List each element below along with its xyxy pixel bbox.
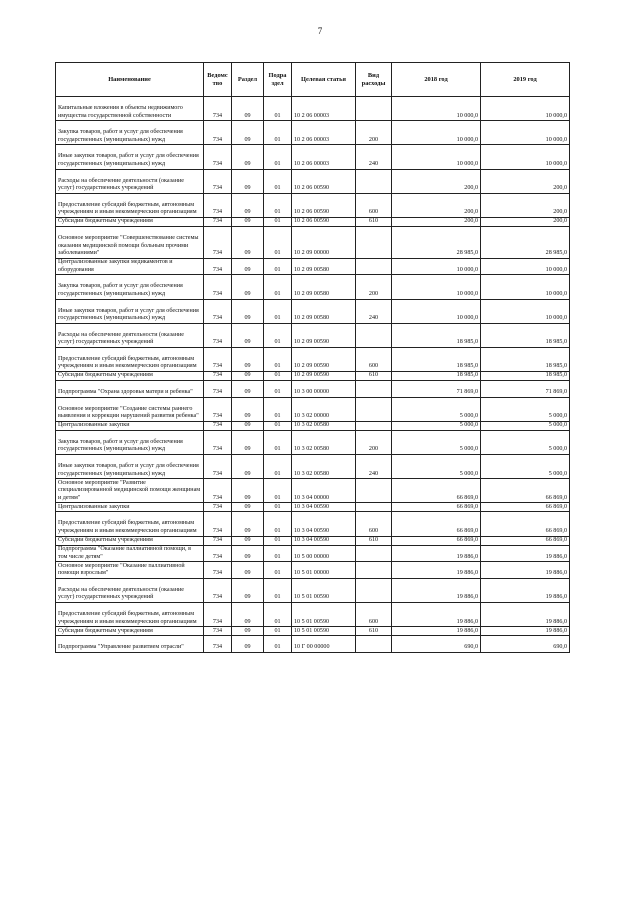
cell-vedomstvo: 734	[204, 627, 232, 636]
cell-target: 10 2 09 00000	[292, 226, 356, 258]
cell-y2019: 18 985,0	[481, 372, 570, 381]
cell-y2019: 19 886,0	[481, 562, 570, 579]
table-row	[56, 627, 570, 636]
table-row	[56, 323, 570, 347]
table-row	[56, 397, 570, 421]
table-row	[56, 217, 570, 226]
cell-vedomstvo: 734	[204, 121, 232, 145]
cell-vid	[356, 636, 392, 653]
cell-y2018: 19 886,0	[392, 578, 481, 602]
cell-vedomstvo: 734	[204, 455, 232, 479]
cell-vedomstvo: 734	[204, 381, 232, 398]
cell-vid	[356, 578, 392, 602]
cell-vid: 200	[356, 430, 392, 454]
page-number: 7	[317, 26, 323, 36]
cell-name: Иные закупки товаров, работ и услуг для обеспечения государственных (муниципальных) нужд	[56, 455, 204, 479]
cell-y2018: 19 886,0	[392, 627, 481, 636]
cell-y2018: 10 000,0	[392, 97, 481, 121]
cell-y2019: 66 869,0	[481, 536, 570, 545]
header-y2019: 2019 год	[481, 63, 570, 97]
cell-vid: 240	[356, 299, 392, 323]
cell-razdel: 09	[232, 275, 264, 299]
cell-vedomstvo: 734	[204, 636, 232, 653]
cell-target: 10 5 01 00590	[292, 578, 356, 602]
cell-podrazdel: 01	[264, 217, 292, 226]
cell-y2019: 18 985,0	[481, 347, 570, 371]
cell-y2018: 19 886,0	[392, 562, 481, 579]
cell-razdel: 09	[232, 169, 264, 193]
table-row	[56, 479, 570, 503]
cell-name: Предоставление субсидий бюджетным, автономным учреждениям и иным некоммерческим организациям	[56, 512, 204, 536]
cell-name: Подпрограмма "Охрана здоровья матери и ребенка"	[56, 381, 204, 398]
cell-vedomstvo: 734	[204, 97, 232, 121]
cell-vedomstvo: 734	[204, 275, 232, 299]
table-row	[56, 562, 570, 579]
cell-razdel: 09	[232, 455, 264, 479]
cell-target: 10 3 00 00000	[292, 381, 356, 398]
cell-y2019: 19 886,0	[481, 578, 570, 602]
cell-target: 10 5 00 00000	[292, 545, 356, 562]
cell-name: Субсидии бюджетным учреждениям	[56, 372, 204, 381]
cell-name: Централизованные закупки	[56, 421, 204, 430]
cell-target: 10 3 02 00000	[292, 397, 356, 421]
cell-y2019: 19 886,0	[481, 627, 570, 636]
table-row	[56, 545, 570, 562]
cell-razdel: 09	[232, 562, 264, 579]
cell-target: 10 2 09 00580	[292, 258, 356, 275]
cell-podrazdel: 01	[264, 193, 292, 217]
cell-vedomstvo: 734	[204, 372, 232, 381]
table-row	[56, 503, 570, 512]
table-row	[56, 193, 570, 217]
cell-y2018: 5 000,0	[392, 421, 481, 430]
table-row	[56, 430, 570, 454]
cell-razdel: 09	[232, 627, 264, 636]
cell-target: 10 2 06 00003	[292, 121, 356, 145]
cell-vid	[356, 323, 392, 347]
cell-vedomstvo: 734	[204, 512, 232, 536]
cell-vid: 600	[356, 602, 392, 626]
cell-vedomstvo: 734	[204, 430, 232, 454]
cell-podrazdel: 01	[264, 421, 292, 430]
cell-vedomstvo: 734	[204, 347, 232, 371]
cell-razdel: 09	[232, 381, 264, 398]
table-row	[56, 347, 570, 371]
table-row	[56, 512, 570, 536]
cell-name: Основное мероприятие "Совершенствование системы оказания медицинской помощи больным прочими заболеваниями"	[56, 226, 204, 258]
cell-y2019: 66 869,0	[481, 479, 570, 503]
table-row	[56, 226, 570, 258]
cell-y2019: 71 869,0	[481, 381, 570, 398]
cell-podrazdel: 01	[264, 145, 292, 169]
cell-target: 10 3 04 00590	[292, 512, 356, 536]
cell-vid: 600	[356, 193, 392, 217]
cell-vid: 600	[356, 512, 392, 536]
cell-razdel: 09	[232, 397, 264, 421]
cell-target: 10 5 01 00590	[292, 602, 356, 626]
cell-y2018: 5 000,0	[392, 430, 481, 454]
cell-podrazdel: 01	[264, 455, 292, 479]
cell-name: Капитальные вложения в объекты недвижимого имущества государственной собственности	[56, 97, 204, 121]
cell-vid: 200	[356, 121, 392, 145]
cell-vid	[356, 226, 392, 258]
cell-razdel: 09	[232, 479, 264, 503]
header-name: Наименование	[56, 63, 204, 97]
cell-vid	[356, 503, 392, 512]
cell-y2018: 200,0	[392, 193, 481, 217]
cell-y2018: 18 985,0	[392, 347, 481, 371]
table-row	[56, 372, 570, 381]
cell-y2019: 690,0	[481, 636, 570, 653]
cell-vid	[356, 258, 392, 275]
cell-name: Основное мероприятие "Оказание паллиативной помощи взрослым"	[56, 562, 204, 579]
cell-target: 10 2 09 00580	[292, 275, 356, 299]
cell-podrazdel: 01	[264, 372, 292, 381]
table-row	[56, 381, 570, 398]
cell-vedomstvo: 734	[204, 503, 232, 512]
table-row	[56, 536, 570, 545]
cell-razdel: 09	[232, 430, 264, 454]
cell-podrazdel: 01	[264, 323, 292, 347]
cell-name: Предоставление субсидий бюджетным, автономным учреждениям и иным некоммерческим организациям	[56, 347, 204, 371]
cell-razdel: 09	[232, 578, 264, 602]
cell-target: 10 2 06 00003	[292, 145, 356, 169]
cell-name: Подпрограмма "Оказание паллиативной помощи, в том числе детям"	[56, 545, 204, 562]
cell-vid	[356, 421, 392, 430]
table-row	[56, 578, 570, 602]
table-row	[56, 97, 570, 121]
cell-podrazdel: 01	[264, 121, 292, 145]
cell-y2019: 5 000,0	[481, 421, 570, 430]
cell-target: 10 2 09 00590	[292, 323, 356, 347]
cell-podrazdel: 01	[264, 397, 292, 421]
cell-y2019: 5 000,0	[481, 397, 570, 421]
cell-razdel: 09	[232, 97, 264, 121]
cell-vid	[356, 169, 392, 193]
cell-name: Централизованные закупки	[56, 503, 204, 512]
cell-razdel: 09	[232, 145, 264, 169]
cell-podrazdel: 01	[264, 536, 292, 545]
cell-vid: 240	[356, 145, 392, 169]
cell-vedomstvo: 734	[204, 226, 232, 258]
cell-y2019: 5 000,0	[481, 455, 570, 479]
cell-name: Закупка товаров, работ и услуг для обеспечения государственных (муниципальных) нужд	[56, 275, 204, 299]
cell-y2018: 10 000,0	[392, 299, 481, 323]
cell-y2018: 19 886,0	[392, 545, 481, 562]
cell-razdel: 09	[232, 226, 264, 258]
cell-podrazdel: 01	[264, 430, 292, 454]
cell-y2019: 10 000,0	[481, 97, 570, 121]
budget-table	[55, 62, 570, 653]
cell-vedomstvo: 734	[204, 536, 232, 545]
cell-razdel: 09	[232, 121, 264, 145]
cell-name: Закупка товаров, работ и услуг для обеспечения государственных (муниципальных) нужд	[56, 430, 204, 454]
cell-y2018: 10 000,0	[392, 145, 481, 169]
cell-y2018: 19 886,0	[392, 602, 481, 626]
cell-y2019: 5 000,0	[481, 430, 570, 454]
cell-vid: 610	[356, 372, 392, 381]
cell-y2018: 66 869,0	[392, 503, 481, 512]
cell-y2019: 19 886,0	[481, 602, 570, 626]
cell-y2019: 10 000,0	[481, 145, 570, 169]
cell-y2019: 10 000,0	[481, 275, 570, 299]
cell-name: Подпрограмма "Управление развитием отрасли"	[56, 636, 204, 653]
cell-target: 10 5 01 00590	[292, 627, 356, 636]
cell-razdel: 09	[232, 602, 264, 626]
table-row	[56, 421, 570, 430]
cell-podrazdel: 01	[264, 636, 292, 653]
cell-podrazdel: 01	[264, 226, 292, 258]
cell-vedomstvo: 734	[204, 323, 232, 347]
cell-name: Субсидии бюджетным учреждениям	[56, 627, 204, 636]
cell-vedomstvo: 734	[204, 299, 232, 323]
cell-vedomstvo: 734	[204, 397, 232, 421]
cell-razdel: 09	[232, 536, 264, 545]
cell-name: Предоставление субсидий бюджетным, автономным учреждениям и иным некоммерческим организациям	[56, 193, 204, 217]
cell-podrazdel: 01	[264, 627, 292, 636]
cell-target: 10 3 04 00000	[292, 479, 356, 503]
cell-podrazdel: 01	[264, 97, 292, 121]
table-row	[56, 299, 570, 323]
cell-vid: 600	[356, 347, 392, 371]
header-target: Целевая статья	[292, 63, 356, 97]
table-row	[56, 602, 570, 626]
cell-target: 10 2 06 00590	[292, 169, 356, 193]
table-body	[56, 97, 570, 653]
cell-vid: 240	[356, 455, 392, 479]
cell-razdel: 09	[232, 421, 264, 430]
cell-y2018: 200,0	[392, 169, 481, 193]
cell-name: Субсидии бюджетным учреждениям	[56, 217, 204, 226]
cell-podrazdel: 01	[264, 602, 292, 626]
cell-name: Основное мероприятие "Развитие специализированной медицинской помощи женщинам и детям"	[56, 479, 204, 503]
cell-y2018: 28 985,0	[392, 226, 481, 258]
cell-y2018: 71 869,0	[392, 381, 481, 398]
cell-name: Основное мероприятие "Создание системы раннего выявления и коррекции нарушений развития ребенка"	[56, 397, 204, 421]
cell-y2019: 10 000,0	[481, 121, 570, 145]
cell-vid	[356, 97, 392, 121]
cell-y2018: 10 000,0	[392, 275, 481, 299]
cell-vid	[356, 381, 392, 398]
cell-podrazdel: 01	[264, 275, 292, 299]
table-row	[56, 258, 570, 275]
cell-y2018: 66 869,0	[392, 536, 481, 545]
cell-razdel: 09	[232, 347, 264, 371]
cell-vedomstvo: 734	[204, 193, 232, 217]
cell-vid: 610	[356, 217, 392, 226]
cell-vid	[356, 397, 392, 421]
cell-y2018: 66 869,0	[392, 512, 481, 536]
cell-target: 10 3 02 00580	[292, 430, 356, 454]
cell-podrazdel: 01	[264, 512, 292, 536]
cell-y2018: 5 000,0	[392, 397, 481, 421]
cell-name: Предоставление субсидий бюджетным, автономным учреждениям и иным некоммерческим организациям	[56, 602, 204, 626]
table-row	[56, 169, 570, 193]
cell-y2019: 28 985,0	[481, 226, 570, 258]
cell-podrazdel: 01	[264, 503, 292, 512]
table-row	[56, 455, 570, 479]
table-row	[56, 121, 570, 145]
header-podrazdel: Подра здел	[264, 63, 292, 97]
cell-vid: 610	[356, 627, 392, 636]
cell-vedomstvo: 734	[204, 145, 232, 169]
cell-name: Централизованные закупки медикаментов и оборудования	[56, 258, 204, 275]
cell-y2018: 690,0	[392, 636, 481, 653]
cell-vedomstvo: 734	[204, 562, 232, 579]
cell-vid	[356, 479, 392, 503]
cell-name: Иные закупки товаров, работ и услуг для обеспечения государственных (муниципальных) нужд	[56, 299, 204, 323]
cell-razdel: 09	[232, 372, 264, 381]
cell-razdel: 09	[232, 217, 264, 226]
cell-y2018: 18 985,0	[392, 323, 481, 347]
cell-target: 10 5 01 00000	[292, 562, 356, 579]
header-vid: Вид расходы	[356, 63, 392, 97]
cell-target: 10 2 06 00003	[292, 97, 356, 121]
cell-name: Субсидии бюджетным учреждениям	[56, 536, 204, 545]
cell-y2018: 10 000,0	[392, 258, 481, 275]
cell-target: 10 3 04 00590	[292, 536, 356, 545]
cell-podrazdel: 01	[264, 479, 292, 503]
cell-name: Расходы на обеспечение деятельности (оказание услуг) государственных учреждений	[56, 578, 204, 602]
cell-razdel: 09	[232, 636, 264, 653]
cell-target: 10 2 09 00580	[292, 299, 356, 323]
cell-vedomstvo: 734	[204, 258, 232, 275]
cell-y2019: 200,0	[481, 217, 570, 226]
cell-razdel: 09	[232, 258, 264, 275]
cell-target: 10 3 02 00580	[292, 421, 356, 430]
cell-y2019: 200,0	[481, 169, 570, 193]
cell-podrazdel: 01	[264, 299, 292, 323]
cell-target: 10 2 09 00590	[292, 347, 356, 371]
cell-podrazdel: 01	[264, 169, 292, 193]
header-vedomstvo: Ведомс тво	[204, 63, 232, 97]
cell-vedomstvo: 734	[204, 578, 232, 602]
cell-vedomstvo: 734	[204, 421, 232, 430]
cell-vid: 610	[356, 536, 392, 545]
cell-y2018: 66 869,0	[392, 479, 481, 503]
cell-podrazdel: 01	[264, 562, 292, 579]
table-row	[56, 636, 570, 653]
cell-y2019: 19 886,0	[481, 545, 570, 562]
header-razdel: Раздел	[232, 63, 264, 97]
cell-y2019: 200,0	[481, 193, 570, 217]
cell-razdel: 09	[232, 512, 264, 536]
cell-target: 10 2 06 00590	[292, 193, 356, 217]
cell-razdel: 09	[232, 323, 264, 347]
cell-razdel: 09	[232, 193, 264, 217]
cell-y2019: 18 985,0	[481, 323, 570, 347]
table-row	[56, 275, 570, 299]
cell-vedomstvo: 734	[204, 545, 232, 562]
cell-vedomstvo: 734	[204, 217, 232, 226]
cell-y2019: 10 000,0	[481, 258, 570, 275]
cell-name: Расходы на обеспечение деятельности (оказание услуг) государственных учреждений	[56, 169, 204, 193]
table-row	[56, 145, 570, 169]
cell-y2019: 66 869,0	[481, 503, 570, 512]
cell-target: 10 3 04 00590	[292, 503, 356, 512]
header-y2018: 2018 год	[392, 63, 481, 97]
cell-vedomstvo: 734	[204, 602, 232, 626]
cell-vedomstvo: 734	[204, 479, 232, 503]
cell-razdel: 09	[232, 299, 264, 323]
cell-razdel: 09	[232, 503, 264, 512]
cell-y2018: 10 000,0	[392, 121, 481, 145]
cell-name: Расходы на обеспечение деятельности (оказание услуг) государственных учреждений	[56, 323, 204, 347]
cell-y2019: 66 869,0	[481, 512, 570, 536]
cell-podrazdel: 01	[264, 258, 292, 275]
cell-target: 10 Г 00 00000	[292, 636, 356, 653]
cell-podrazdel: 01	[264, 347, 292, 371]
cell-target: 10 2 06 00590	[292, 217, 356, 226]
cell-y2018: 5 000,0	[392, 455, 481, 479]
cell-razdel: 09	[232, 545, 264, 562]
table-header-row	[56, 63, 570, 97]
cell-vid	[356, 562, 392, 579]
cell-vid: 200	[356, 275, 392, 299]
cell-y2018: 18 985,0	[392, 372, 481, 381]
cell-podrazdel: 01	[264, 578, 292, 602]
cell-y2018: 200,0	[392, 217, 481, 226]
cell-y2019: 10 000,0	[481, 299, 570, 323]
cell-target: 10 2 09 00590	[292, 372, 356, 381]
cell-target: 10 3 02 00580	[292, 455, 356, 479]
cell-name: Закупка товаров, работ и услуг для обеспечения государственных (муниципальных) нужд	[56, 121, 204, 145]
cell-vedomstvo: 734	[204, 169, 232, 193]
cell-podrazdel: 01	[264, 381, 292, 398]
cell-vid	[356, 545, 392, 562]
cell-name: Иные закупки товаров, работ и услуг для обеспечения государственных (муниципальных) нужд	[56, 145, 204, 169]
cell-podrazdel: 01	[264, 545, 292, 562]
